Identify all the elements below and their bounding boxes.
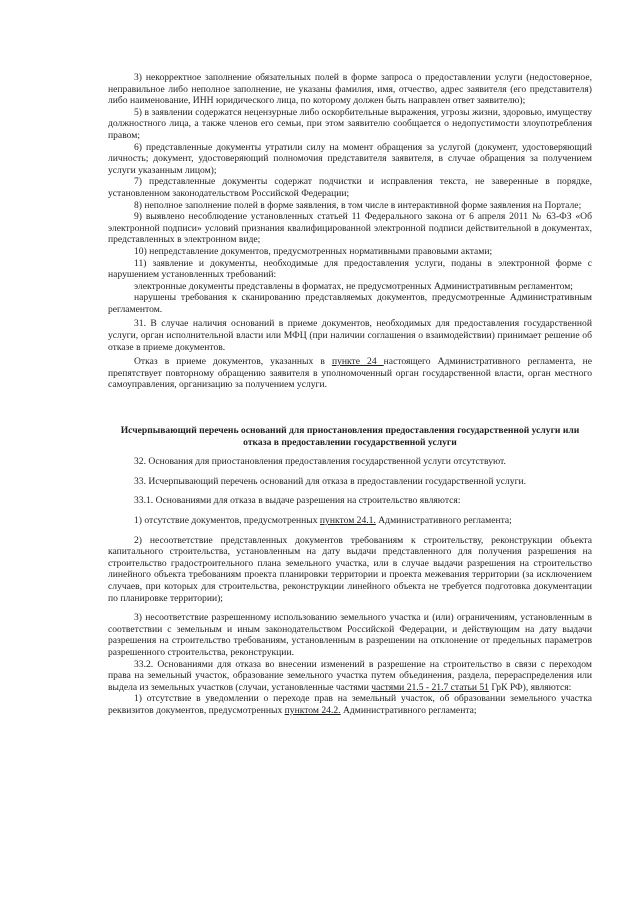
text: 1) отсутствие в уведомлении о переходе прав на земельный участок, об образовании земельного участка реквизитов документов, предусмотренных [108,693,592,716]
paragraph-33-1: 33.1. Основаниями для отказа в выдаче разрешения на строительство являются: [134,495,461,507]
list-item: 6) представленные документы утратили силу на момент обращения за услугой (документ, удостоверяющий личность; документ, удостоверяющий полномочия представителя заявителя, в случае обращения за получением услуги указанным лицом); [108,141,592,176]
text: настоящего Административного регламента, не препятствует повторному обращению заявителя в уполномоченный орган государственной власти, орган местного самоуправления, организацию за получением услуги. [108,356,592,391]
list-item: 9) выявлено несоблюдение установленных статьей 11 Федерального закона от 6 апреля 2011 № 63-ФЗ «Об электронной подписи» условий признания квалифицированной электронной подписи действительной в документах, представленных в электронном виде; [108,211,592,246]
paragraph-32: 32. Основания для приостановления предоставления государственной услуги отсутствуют. [134,456,506,468]
text: Административного регламента; [375,515,512,526]
list-item: нарушены требования к сканированию представляемых документов, предусмотренные Административным регламентом. [108,292,592,315]
list-item: 3) несоответствие разрешенному использованию земельного участка и (или) ограничениям, установленным в соответствии с земельным и иным законодательством Российской Федерации, и действующим на дату выдачи разрешения на строительство требованиям, установленным в разрешении на отклонение от предельных параметров разрешенного строительства, реконструкции. [108,612,592,658]
list-item [108,515,592,527]
list-item [108,693,592,716]
paragraph-33-2 [108,659,592,694]
text: 1) отсутствие документов, предусмотренных [134,515,320,526]
section-refusal-grounds [108,425,592,716]
text: Административного регламента; [340,704,477,716]
section-heading: Исчерпывающий перечень оснований для приостановления предоставления государственной услуги или отказа в предоставлении государственной услуги [120,425,580,448]
list-item: 8) неполное заполнение полей в форме заявления, в том числе в интерактивной форме заявления на Портале; [134,199,582,211]
text: 33.2. Основаниями для отказа во внесении изменений в разрешение на строительство в связи с переходом права на земельный участок, образование земельного участка путем объединения, раздела, перераспределения или выдела из земельных участков (случаи, установленные частями [108,658,592,693]
list-item: 2) несоответствие представленных документов требованиям к строительству, реконструкции объекта капитального строительства, установленным на дату выдачи представленного для получения разрешения на строительство градостроительного плана земельного участка, или в случае выдачи разрешения на строительство линейного объекта требованиям проекта планировки территории и проекта межевания территории (за исключением случаев, при которых для строительства, реконструкции линейного объекта не требуется подготовка документации по планировке территории); [108,534,592,604]
list-item: 7) представленные документы содержат подчистки и исправления текста, не заверенные в порядке, установленном законодательством Российской Федерации; [108,176,592,199]
list-item: 5) в заявлении содержатся нецензурные либо оскорбительные выражения, угрозы жизни, здоровью, имуществу должностного лица, а также членов его семьи, при этом заявителю сообщается о недопустимости злоупотребления правом; [108,106,592,141]
link-point-24-1[interactable]: пунктом 24.1. [319,515,376,526]
text: ГрК РФ), являются: [488,681,572,693]
list-item: 10) непредставление документов, предусмотренных нормативными правовыми актами; [134,245,493,257]
paragraph-31: 31. В случае наличия оснований в приеме документов, необходимых для предоставления государственной услуги, орган исполнительной власти или МФЦ (при наличии соглашения о взаимодействии) принимает решение об отказе в приеме документов. [108,318,592,353]
list-item: электронные документы представлены в форматах, не предусмотренных Административным регламентом; [134,280,573,292]
document-page [108,72,592,717]
paragraph-refusal [108,356,592,391]
paragraph-33: 33. Исчерпывающий перечень оснований для отказа в предоставлении государственной услуги. [134,475,527,487]
link-article-51[interactable]: частями 21.5 - 21.7 статьи 51 [371,681,489,693]
link-point-24[interactable]: пункте 24 [331,356,384,368]
list-item: 11) заявление и документы, необходимые для предоставления услуги, поданы в электронной форме с нарушением установленных требований: [108,257,592,281]
list-item: 3) некорректное заполнение обязательных полей в форме запроса о предоставлении услуги (недостоверное, неправильное либо неполное заполнение, не указаны фамилия, имя, отчество, адрес заявителя (его представителя) либо наименование, ИНН юридического лица, по которому должен быть направлен ответ заявителю); [108,72,592,107]
link-point-24-2[interactable]: пунктом 24.2. [284,704,341,716]
text: Отказ в приеме документов, указанных в [134,356,332,368]
